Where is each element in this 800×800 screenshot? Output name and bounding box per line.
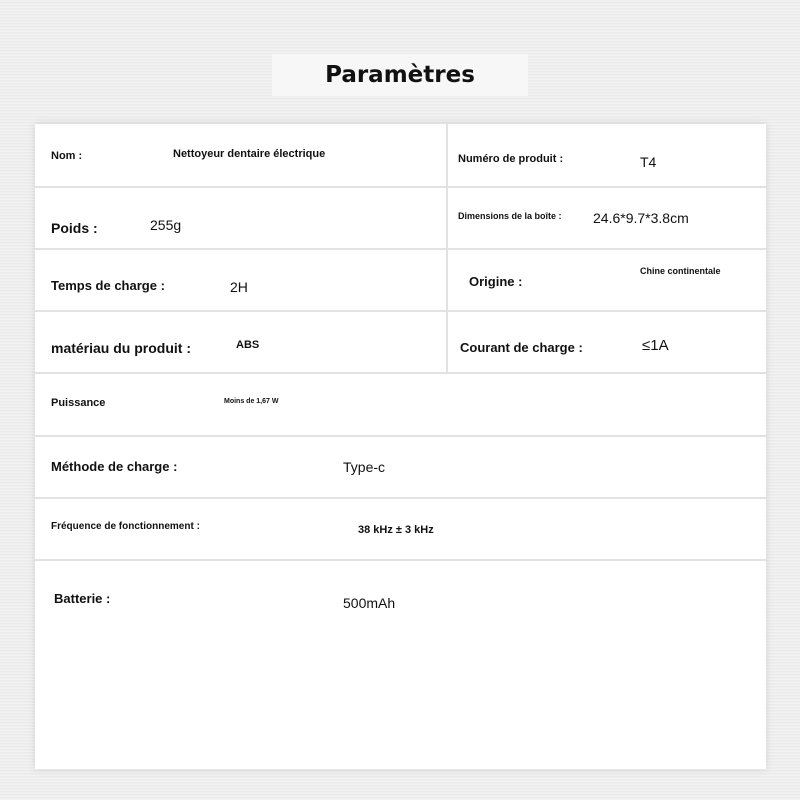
materiau-label: matériau du produit :	[51, 340, 191, 356]
origine-value: Chine continentale	[640, 266, 721, 276]
row-divider	[35, 186, 766, 188]
parameters-table	[35, 124, 766, 769]
nom-value: Nettoyeur dentaire électrique	[173, 148, 326, 160]
numero-label: Numéro de produit :	[458, 153, 564, 165]
origine-label: Origine :	[469, 274, 523, 289]
courant-label: Courant de charge :	[460, 340, 583, 355]
puissance-label: Puissance	[51, 397, 106, 409]
methode-label: Méthode de charge :	[51, 459, 178, 474]
temps-charge-label: Temps de charge :	[51, 278, 165, 293]
row-divider	[35, 559, 766, 561]
title-banner	[272, 54, 528, 96]
dimensions-value: 24.6*9.7*3.8cm	[593, 210, 689, 226]
column-divider	[446, 124, 448, 373]
row-divider	[35, 310, 766, 312]
row-divider	[35, 372, 766, 374]
page-title: Paramètres	[325, 62, 475, 88]
poids-value: 255g	[150, 217, 182, 233]
row-divider	[35, 435, 766, 437]
numero-value: T4	[640, 154, 657, 170]
methode-value: Type-c	[343, 459, 386, 475]
nom-label: Nom :	[51, 150, 83, 162]
row-divider	[35, 497, 766, 499]
puissance-value: Moins de 1,67 W	[224, 398, 279, 405]
courant-value: ≤1A	[642, 337, 669, 354]
poids-label: Poids :	[51, 220, 98, 236]
batterie-label: Batterie :	[54, 591, 111, 606]
temps-charge-value: 2H	[230, 279, 248, 295]
batterie-value: 500mAh	[343, 595, 396, 611]
frequence-label: Fréquence de fonctionnement :	[51, 521, 200, 532]
row-divider	[35, 248, 766, 250]
materiau-value: ABS	[236, 339, 260, 351]
frequence-value: 38 kHz ± 3 kHz	[358, 524, 434, 536]
dimensions-label: Dimensions de la boîte :	[458, 211, 562, 221]
